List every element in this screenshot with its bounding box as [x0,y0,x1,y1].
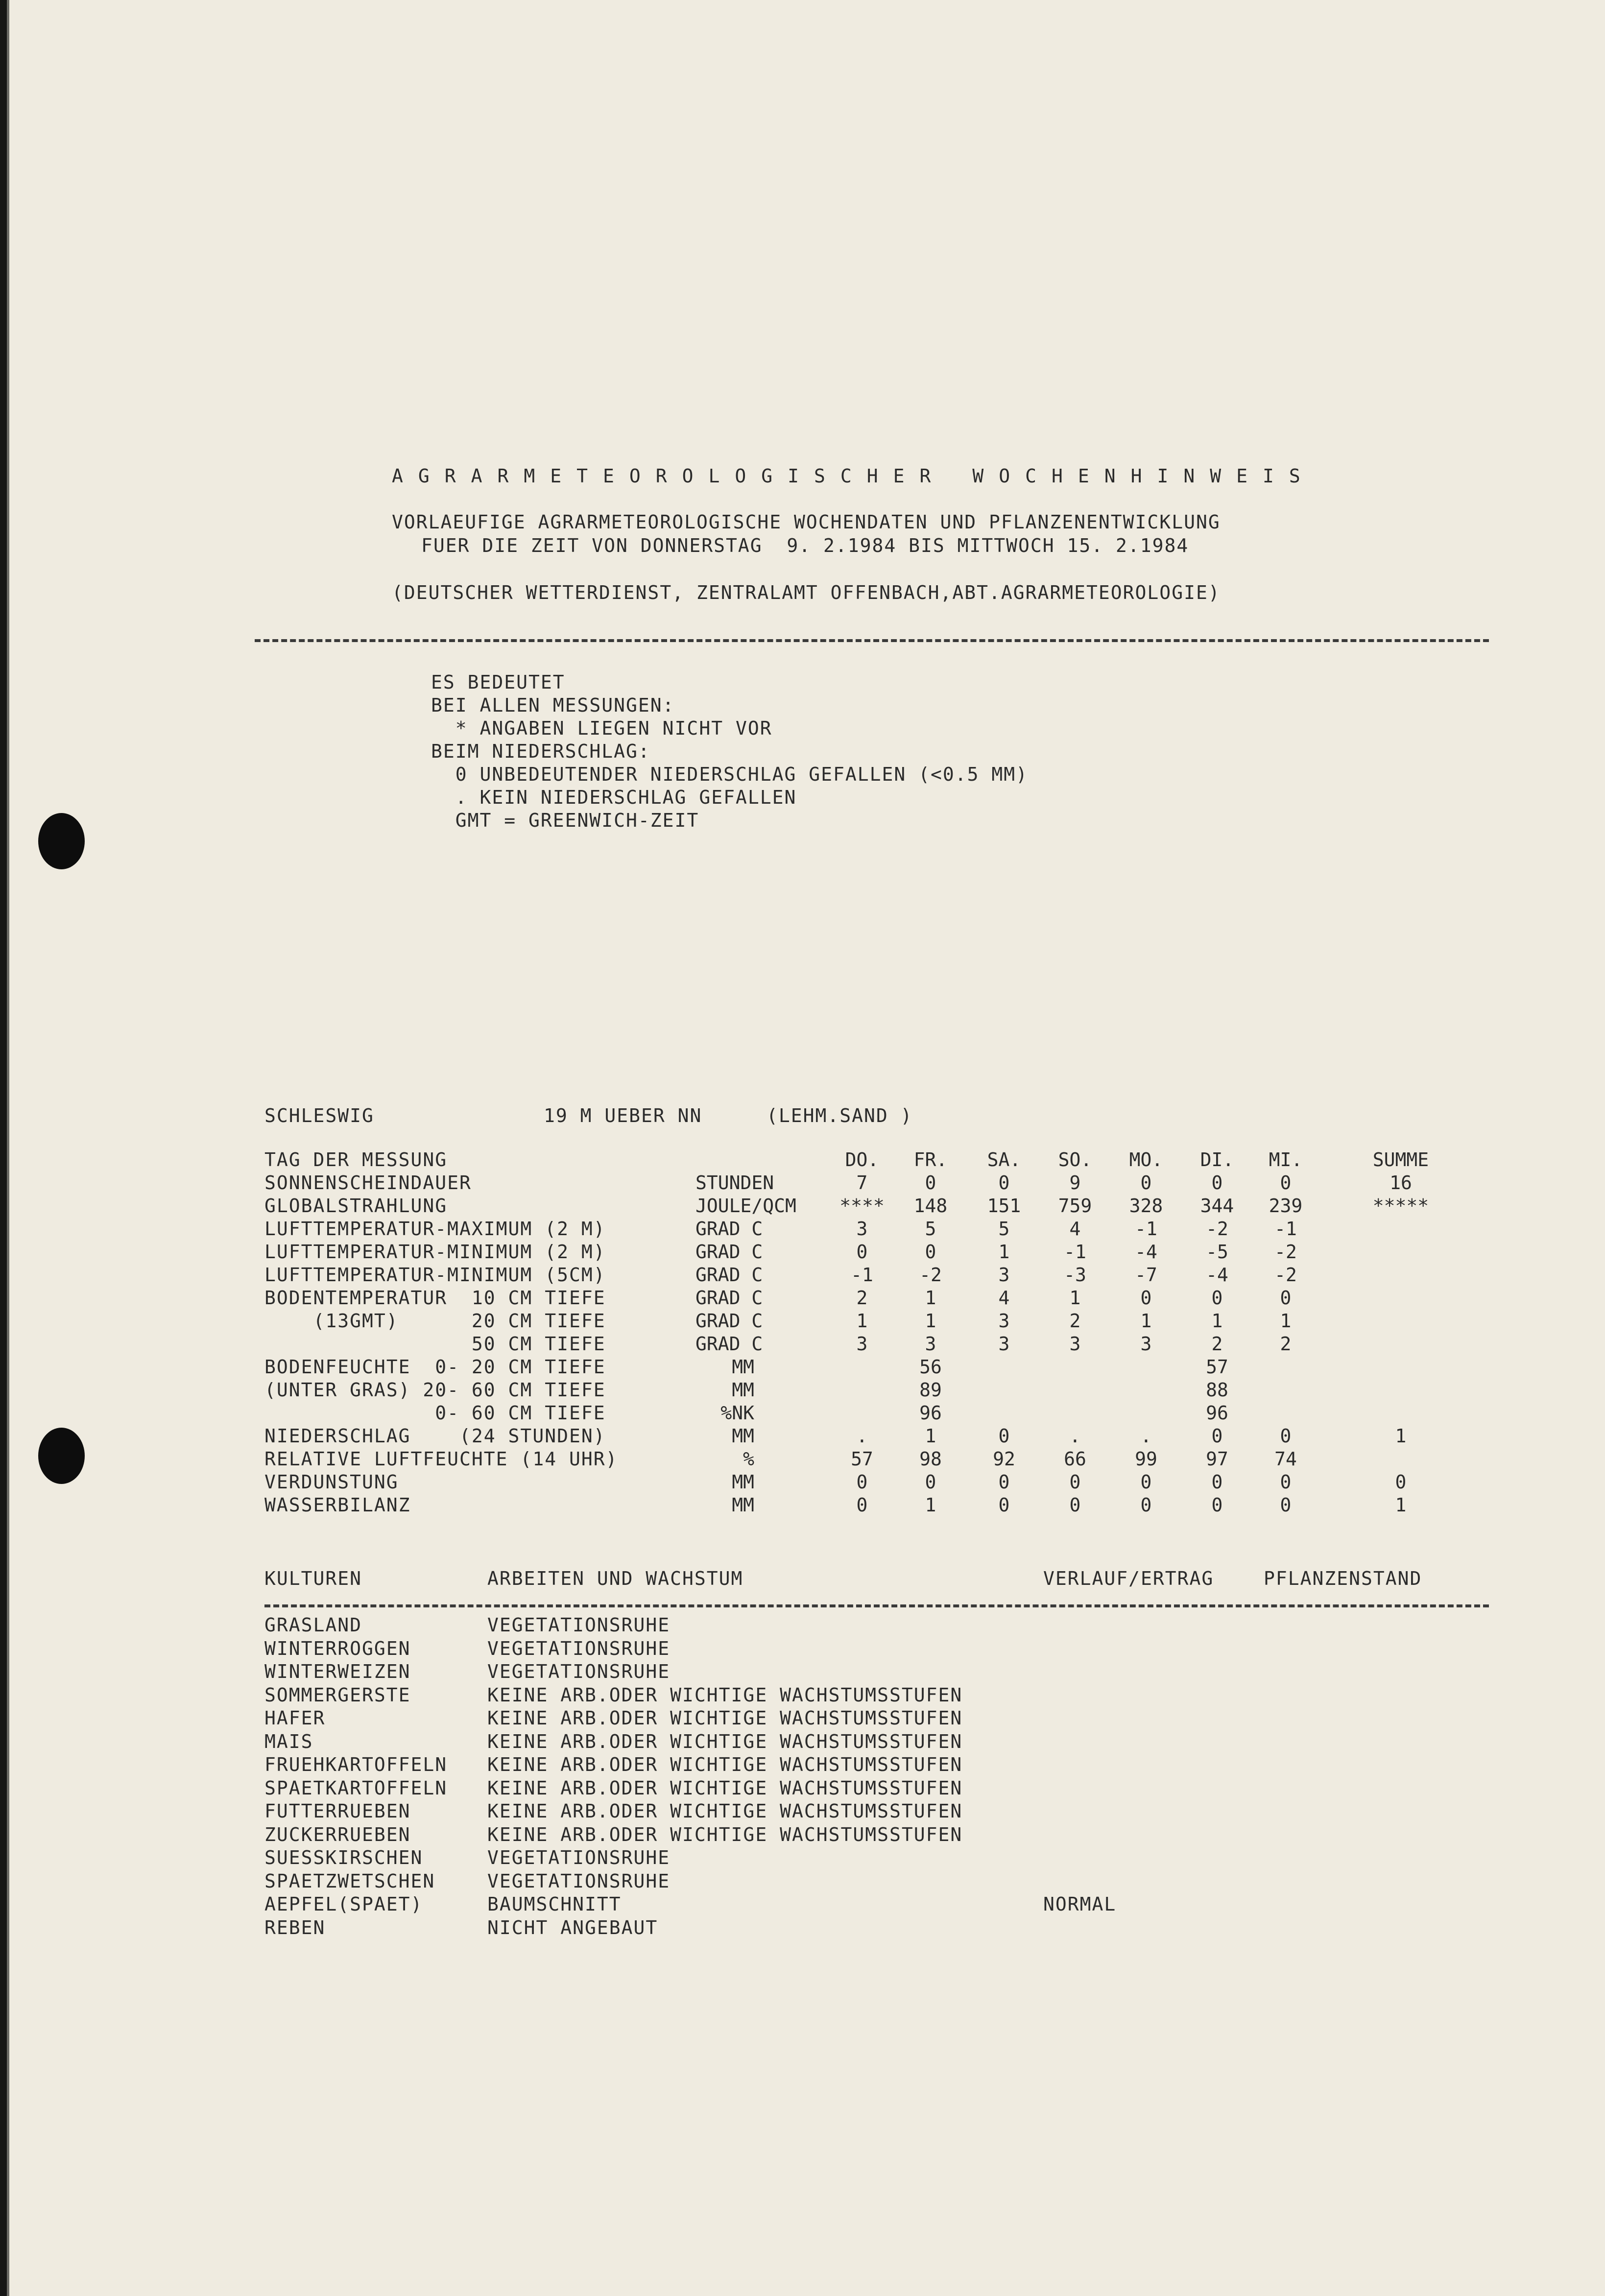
table-cell: . [1069,1425,1081,1447]
crop-work: VEGETATIONSRUHE [487,1638,671,1659]
table-cell: 0 [1211,1471,1223,1493]
table-cell: 1 [856,1310,868,1332]
binding-edge-shadow [7,0,9,2296]
station-name: SCHLESWIG [264,1105,374,1126]
table-row-unit: MM [732,1471,754,1493]
table-cell: -7 [1135,1264,1157,1286]
station-soil: (LEHM.SAND ) [767,1105,913,1126]
crop-yield: NORMAL [1043,1893,1117,1915]
table-cell: 97 [1206,1448,1228,1470]
document-title: AGRARMETEOROLOGISCHER WOCHENHINWEIS [392,465,1316,487]
table-cell: 344 [1200,1195,1234,1217]
crops-header-crop: KULTUREN [264,1568,362,1589]
table-cell: 89 [919,1379,942,1401]
table-header-label: TAG DER MESSUNG [264,1149,448,1171]
crops-header-work: ARBEITEN UND WACHSTUM [487,1568,743,1589]
table-row-label: GLOBALSTRAHLUNG [264,1195,448,1217]
table-cell: 0 [1280,1425,1292,1447]
table-row-unit: JOULE/QCM [695,1195,796,1217]
table-cell: 9 [1069,1172,1081,1194]
legend-line: 0 UNBEDEUTENDER NIEDERSCHLAG GEFALLEN (<0.5 MM) [431,764,1029,785]
day-header: DO. [845,1149,879,1171]
table-cell: 2 [1211,1333,1223,1355]
table-cell: 3 [1140,1333,1152,1355]
table-cell: 0 [1140,1287,1152,1309]
table-cell: 0 [1280,1471,1292,1493]
table-row-label: 50 CM TIEFE [264,1333,606,1355]
table-cell: 0 [856,1494,868,1516]
crop-name: SUESSKIRSCHEN [264,1847,423,1868]
table-cell: 3 [998,1264,1010,1286]
table-cell: 0 [925,1172,936,1194]
table-cell: -1 [1064,1241,1086,1263]
day-header: MO. [1129,1149,1163,1171]
crops-separator [264,1604,1489,1607]
table-row-label: LUFTTEMPERATUR-MINIMUM (2 M) [264,1241,606,1263]
table-row-label: SONNENSCHEINDAUER [264,1172,472,1194]
table-cell: 0 [998,1471,1010,1493]
crop-work: BAUMSCHNITT [487,1893,622,1915]
table-row-unit: %NK [720,1402,754,1424]
crop-work: VEGETATIONSRUHE [487,1614,671,1636]
table-cell: 5 [925,1218,936,1240]
table-cell: 3 [856,1218,868,1240]
crop-name: MAIS [264,1731,313,1752]
table-cell: 92 [993,1448,1015,1470]
table-row-unit: MM [732,1356,754,1378]
day-header: DI. [1200,1149,1234,1171]
table-cell: 759 [1058,1195,1092,1217]
crop-work: KEINE ARB.ODER WICHTIGE WACHSTUMSSTUFEN [487,1754,963,1775]
crop-name: WINTERROGGEN [264,1638,411,1659]
legend-line: * ANGABEN LIEGEN NICHT VOR [431,718,772,739]
table-row-unit: % [743,1448,754,1470]
table-sum-cell: 16 [1389,1172,1412,1194]
table-cell: -4 [1135,1241,1157,1263]
table-cell: 1 [1140,1310,1152,1332]
table-row-unit: GRAD C [695,1310,763,1332]
day-header: SA. [987,1149,1021,1171]
table-cell: 1 [1211,1310,1223,1332]
crop-work: VEGETATIONSRUHE [487,1661,671,1682]
table-cell: 0 [1069,1471,1081,1493]
table-cell: 148 [913,1195,948,1217]
table-cell: -1 [1274,1218,1297,1240]
table-cell: . [856,1425,868,1447]
table-cell: -3 [1064,1264,1086,1286]
day-header: MI. [1269,1149,1303,1171]
legend-line: . KEIN NIEDERSCHLAG GEFALLEN [431,787,797,808]
table-cell: 328 [1129,1195,1163,1217]
table-cell: -1 [851,1264,873,1286]
table-sum-cell: 1 [1395,1494,1407,1516]
table-cell: 0 [1140,1494,1152,1516]
table-cell: 0 [1069,1494,1081,1516]
table-row-unit: GRAD C [695,1287,763,1309]
table-cell: 151 [987,1195,1021,1217]
table-cell: -2 [919,1264,942,1286]
table-cell: -5 [1206,1241,1228,1263]
table-cell: 0 [856,1241,868,1263]
header-separator [255,639,1489,642]
crop-name: SPAETKARTOFFELN [264,1777,448,1799]
table-cell: 74 [1274,1448,1297,1470]
table-row-label: WASSERBILANZ [264,1494,411,1516]
table-cell: 0 [1280,1172,1292,1194]
table-cell: 57 [851,1448,873,1470]
crop-work: KEINE ARB.ODER WICHTIGE WACHSTUMSSTUFEN [487,1777,963,1799]
table-cell: 0 [1280,1287,1292,1309]
table-row-unit: GRAD C [695,1241,763,1263]
table-row-label: LUFTTEMPERATUR-MAXIMUM (2 M) [264,1218,606,1240]
table-cell: 57 [1206,1356,1228,1378]
table-cell: 239 [1269,1195,1303,1217]
table-cell: 96 [1206,1402,1228,1424]
table-cell: 0 [1280,1494,1292,1516]
table-sum-cell: ***** [1372,1195,1429,1217]
table-cell: 0 [1211,1287,1223,1309]
station-elevation: 19 M UEBER NN [544,1105,702,1126]
table-cell: 0 [1211,1172,1223,1194]
table-cell: 0 [1211,1494,1223,1516]
table-row-unit: MM [732,1425,754,1447]
legend-line: BEI ALLEN MESSUNGEN: [431,694,675,716]
table-cell: 1 [925,1494,936,1516]
table-cell: 2 [856,1287,868,1309]
table-sum-cell: 1 [1395,1425,1407,1447]
table-cell: . [1140,1425,1152,1447]
table-cell: 99 [1135,1448,1157,1470]
table-cell: 1 [1280,1310,1292,1332]
crops-header-stand: PFLANZENSTAND [1264,1568,1422,1589]
table-row-label: 0- 60 CM TIEFE [264,1402,606,1424]
crop-name: AEPFEL(SPAET) [264,1893,423,1915]
table-row-unit: GRAD C [695,1264,763,1286]
table-cell: **** [839,1195,885,1217]
table-row-unit: GRAD C [695,1333,763,1355]
table-cell: 0 [925,1241,936,1263]
table-row-unit: MM [732,1494,754,1516]
punch-hole [38,813,85,869]
table-cell: 5 [998,1218,1010,1240]
table-cell: 0 [998,1172,1010,1194]
table-cell: -4 [1206,1264,1228,1286]
crop-name: REBEN [264,1917,326,1938]
crop-name: WINTERWEIZEN [264,1661,411,1682]
table-cell: 1 [1069,1287,1081,1309]
table-cell: 98 [919,1448,942,1470]
crop-name: GRASLAND [264,1614,362,1636]
table-cell: -2 [1206,1218,1228,1240]
document-period: FUER DIE ZEIT VON DONNERSTAG 9. 2.1984 BIS MITTWOCH 15. 2.1984 [421,535,1189,556]
day-header: SO. [1058,1149,1092,1171]
table-row-unit: MM [732,1379,754,1401]
table-row-unit: STUNDEN [695,1172,774,1194]
table-cell: 0 [1140,1172,1152,1194]
legend-line: ES BEDEUTET [431,671,565,693]
crop-work: KEINE ARB.ODER WICHTIGE WACHSTUMSSTUFEN [487,1707,963,1729]
table-row-label: NIEDERSCHLAG (24 STUNDEN) [264,1425,606,1447]
punch-hole [38,1428,85,1484]
table-cell: 0 [998,1494,1010,1516]
table-cell: 0 [925,1471,936,1493]
crop-work: KEINE ARB.ODER WICHTIGE WACHSTUMSSTUFEN [487,1731,963,1752]
table-row-label: (UNTER GRAS) 20- 60 CM TIEFE [264,1379,606,1401]
table-row-label: VERDUNSTUNG [264,1471,399,1493]
table-cell: 0 [1140,1471,1152,1493]
table-sum-cell: 0 [1395,1471,1407,1493]
table-cell: 2 [1280,1333,1292,1355]
table-cell: 3 [998,1310,1010,1332]
table-cell: 1 [925,1310,936,1332]
crop-work: VEGETATIONSRUHE [487,1847,671,1868]
sum-header: SUMME [1372,1149,1429,1171]
table-row-label: RELATIVE LUFTFEUCHTE (14 UHR) [264,1448,618,1470]
table-cell: 1 [998,1241,1010,1263]
crop-name: FUTTERRUEBEN [264,1800,411,1822]
table-cell: 0 [856,1471,868,1493]
table-cell: 4 [998,1287,1010,1309]
crop-name: SPAETZWETSCHEN [264,1870,435,1892]
table-cell: 2 [1069,1310,1081,1332]
table-cell: 3 [925,1333,936,1355]
table-cell: -2 [1274,1264,1297,1286]
legend-line: GMT = GREENWICH-ZEIT [431,810,699,831]
table-row-unit: GRAD C [695,1218,763,1240]
table-cell: 1 [925,1287,936,1309]
table-row-label: LUFTTEMPERATUR-MINIMUM (5CM) [264,1264,606,1286]
legend-line: BEIM NIEDERSCHLAG: [431,741,650,762]
table-cell: -1 [1135,1218,1157,1240]
day-header: FR. [913,1149,948,1171]
table-cell: 1 [925,1425,936,1447]
table-row-label: BODENTEMPERATUR 10 CM TIEFE [264,1287,606,1309]
crop-work: NICHT ANGEBAUT [487,1917,658,1938]
table-cell: 3 [1069,1333,1081,1355]
table-cell: 7 [856,1172,868,1194]
table-cell: 88 [1206,1379,1228,1401]
table-cell: 66 [1064,1448,1086,1470]
crop-name: ZUCKERRUEBEN [264,1824,411,1845]
table-cell: 3 [856,1333,868,1355]
table-row-label: (13GMT) 20 CM TIEFE [264,1310,606,1332]
table-row-label: BODENFEUCHTE 0- 20 CM TIEFE [264,1356,606,1378]
crops-header-yield: VERLAUF/ERTRAG [1043,1568,1214,1589]
table-cell: 4 [1069,1218,1081,1240]
crop-work: KEINE ARB.ODER WICHTIGE WACHSTUMSSTUFEN [487,1684,963,1706]
crop-name: SOMMERGERSTE [264,1684,411,1706]
document-subtitle: VORLAEUFIGE AGRARMETEOROLOGISCHE WOCHENDATEN UND PFLANZENENTWICKLUNG [392,511,1221,533]
table-cell: 0 [1211,1425,1223,1447]
crop-work: KEINE ARB.ODER WICHTIGE WACHSTUMSSTUFEN [487,1800,963,1822]
crop-work: VEGETATIONSRUHE [487,1870,671,1892]
document-source: (DEUTSCHER WETTERDIENST, ZENTRALAMT OFFENBACH,ABT.AGRARMETEOROLOGIE) [392,582,1221,603]
table-cell: 0 [998,1425,1010,1447]
table-cell: 96 [919,1402,942,1424]
table-cell: 3 [998,1333,1010,1355]
crop-name: FRUEHKARTOFFELN [264,1754,448,1775]
binding-edge [0,0,7,2296]
crop-name: HAFER [264,1707,326,1729]
table-cell: -2 [1274,1241,1297,1263]
crop-work: KEINE ARB.ODER WICHTIGE WACHSTUMSSTUFEN [487,1824,963,1845]
table-cell: 56 [919,1356,942,1378]
